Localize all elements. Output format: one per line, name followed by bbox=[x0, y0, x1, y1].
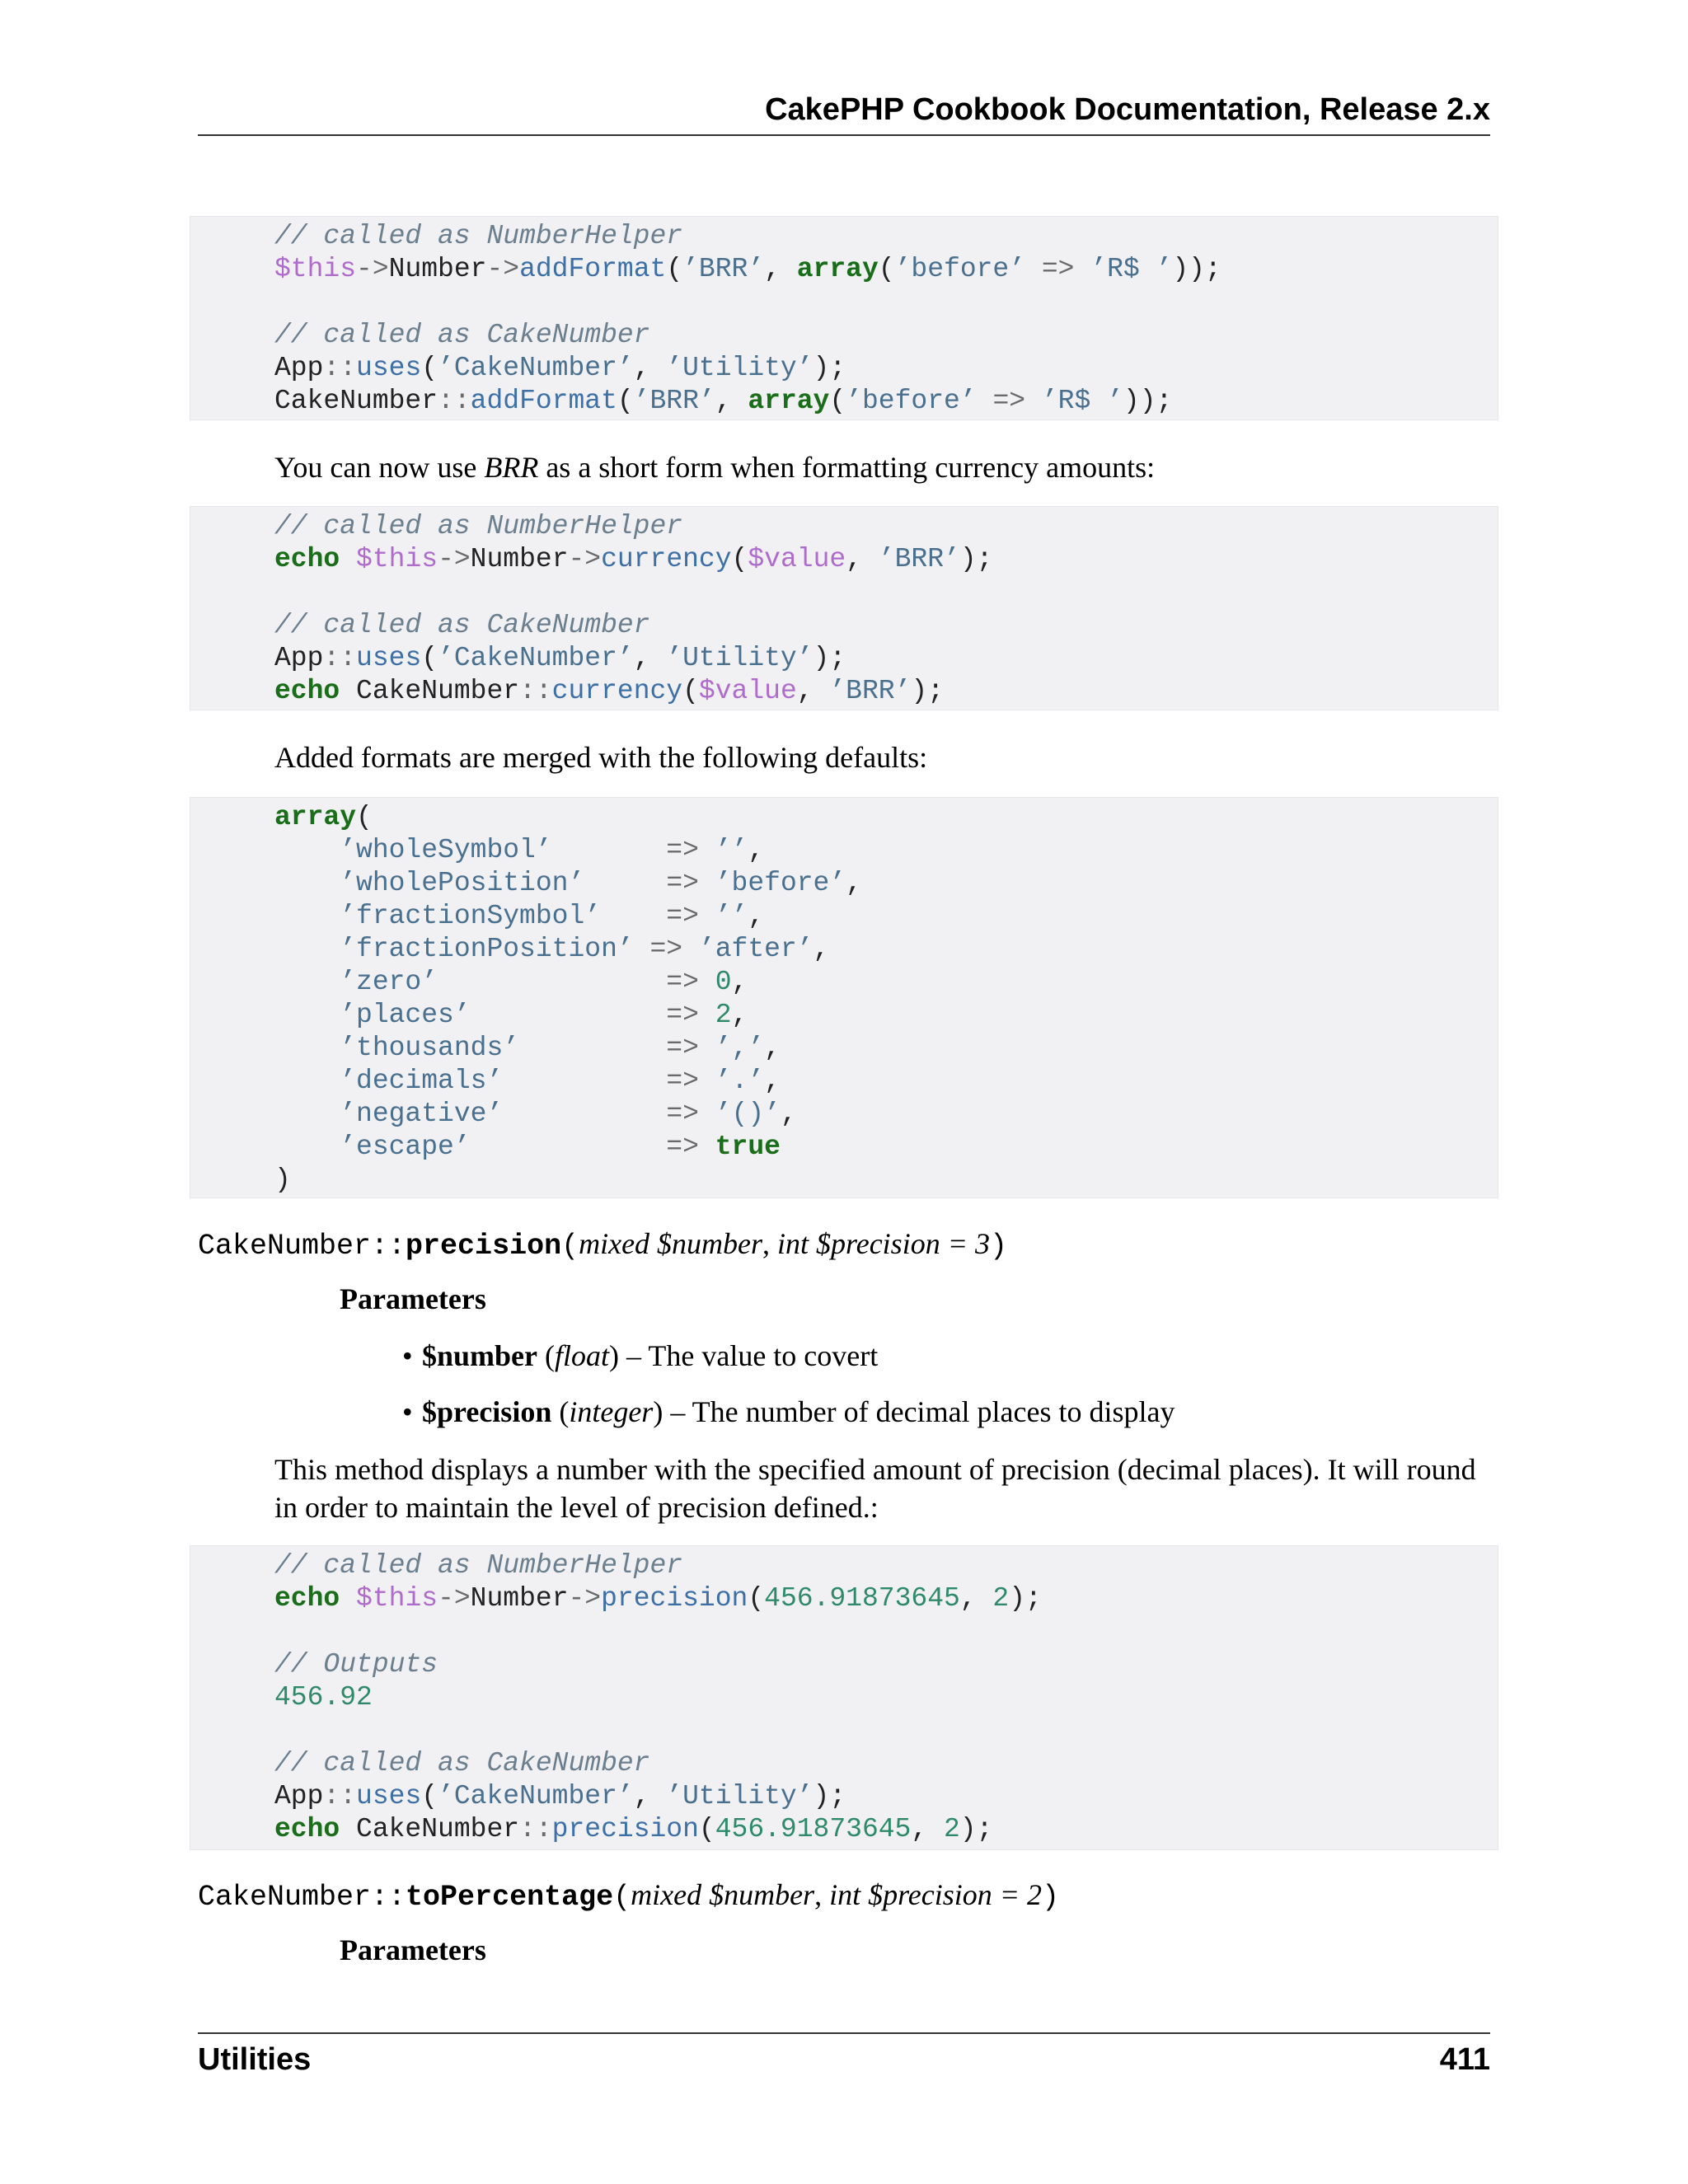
code-line bbox=[274, 676, 944, 706]
code-token: ’CakeNumber’ bbox=[438, 1781, 634, 1811]
paragraph-merged-defaults: Added formats are merged with the following defaults: bbox=[274, 741, 928, 774]
paren-close: ) bbox=[1042, 1881, 1060, 1914]
code-token: ( bbox=[666, 254, 683, 284]
code-line bbox=[274, 1033, 781, 1063]
code-token: ’.’ bbox=[715, 1066, 765, 1096]
code-line bbox=[274, 934, 829, 964]
code-token: => bbox=[666, 1033, 699, 1063]
code-token: CakeNumber bbox=[340, 676, 520, 706]
code-token bbox=[601, 901, 666, 931]
code-token: // called as CakeNumber bbox=[274, 1748, 650, 1779]
code-token: , bbox=[715, 386, 748, 416]
code-token: ’places’ bbox=[340, 1000, 471, 1030]
method-name: toPercentage bbox=[406, 1881, 614, 1914]
code-token: , bbox=[633, 643, 667, 673]
code-token: ’before’ bbox=[715, 868, 846, 898]
page-number: 411 bbox=[1439, 2042, 1490, 2077]
code-line bbox=[274, 1000, 748, 1030]
code-line bbox=[274, 1132, 781, 1162]
code-token: ) bbox=[274, 1165, 291, 1195]
code-token bbox=[503, 1099, 666, 1129]
code-token: ); bbox=[959, 1814, 993, 1844]
code-token bbox=[682, 934, 699, 964]
code-token: ); bbox=[813, 1781, 846, 1811]
code-token: -> bbox=[356, 254, 389, 284]
code-token: , bbox=[846, 868, 862, 898]
code-token bbox=[699, 1099, 715, 1129]
code-token: ’negative’ bbox=[340, 1099, 504, 1129]
code-token: // called as NumberHelper bbox=[274, 221, 683, 251]
code-token: currency bbox=[601, 544, 732, 574]
code-token: // called as NumberHelper bbox=[274, 1550, 683, 1581]
code-line bbox=[274, 967, 748, 997]
code-token: -> bbox=[438, 544, 471, 574]
code-token bbox=[634, 934, 650, 964]
code-token: echo bbox=[274, 1814, 340, 1844]
code-listing bbox=[190, 510, 1498, 708]
method-arg: int $precision = 2 bbox=[829, 1878, 1043, 1911]
code-token: -> bbox=[568, 1583, 602, 1614]
code-token bbox=[977, 386, 993, 416]
code-token: array bbox=[274, 802, 357, 832]
paren-open: ( bbox=[561, 1230, 579, 1263]
code-line bbox=[274, 1649, 438, 1680]
code-token bbox=[471, 1000, 667, 1030]
param-desc: – The value to covert bbox=[619, 1339, 879, 1372]
code-token bbox=[274, 868, 340, 898]
code-token bbox=[699, 1066, 715, 1096]
code-token: true bbox=[715, 1132, 781, 1162]
param-item-number: • $number (float) – The value to covert bbox=[402, 1339, 879, 1372]
code-line bbox=[274, 1583, 1042, 1614]
code-token: ); bbox=[813, 643, 846, 673]
code-token: -> bbox=[438, 1583, 471, 1614]
param-type: float bbox=[555, 1339, 610, 1372]
code-token: ( bbox=[682, 676, 699, 706]
code-token: App bbox=[274, 643, 324, 673]
code-token: array bbox=[796, 254, 879, 284]
code-token: => bbox=[666, 1099, 699, 1129]
code-token: => bbox=[992, 386, 1026, 416]
code-token: , bbox=[731, 1000, 748, 1030]
code-token: 2 bbox=[943, 1814, 960, 1844]
code-token: :: bbox=[323, 1781, 357, 1811]
code-token: ( bbox=[698, 1814, 715, 1844]
code-token: 456.91873645 bbox=[764, 1583, 960, 1614]
code-line bbox=[274, 1748, 649, 1779]
code-token bbox=[519, 1033, 666, 1063]
code-token: $this bbox=[356, 1583, 438, 1614]
code-token: => bbox=[666, 967, 699, 997]
code-token: $value bbox=[748, 544, 846, 574]
bullet-icon: • bbox=[402, 1395, 413, 1428]
footer-rule bbox=[198, 2032, 1490, 2034]
code-token bbox=[699, 901, 715, 931]
code-token: , bbox=[846, 544, 879, 574]
code-token bbox=[1025, 254, 1042, 284]
code-line bbox=[274, 221, 682, 251]
code-line bbox=[274, 353, 846, 383]
code-token: ’fractionSymbol’ bbox=[340, 901, 602, 931]
code-token bbox=[438, 967, 666, 997]
code-token: 456.92 bbox=[274, 1682, 373, 1713]
code-token: ’BRR’ bbox=[878, 544, 960, 574]
code-line bbox=[274, 544, 992, 574]
code-token: // called as NumberHelper bbox=[274, 511, 683, 541]
code-line bbox=[274, 901, 764, 931]
code-token bbox=[274, 835, 340, 865]
code-token bbox=[274, 1132, 340, 1162]
code-token: addFormat bbox=[519, 254, 667, 284]
code-token: ’before’ bbox=[894, 254, 1026, 284]
code-token: ( bbox=[617, 386, 634, 416]
code-token bbox=[274, 967, 340, 997]
code-token: ’decimals’ bbox=[340, 1066, 504, 1096]
code-token: , bbox=[796, 676, 830, 706]
code-token: => bbox=[666, 1000, 699, 1030]
code-token: 2 bbox=[992, 1583, 1010, 1614]
code-token: currency bbox=[551, 676, 683, 706]
text-run: as a short form when formatting currency amounts: bbox=[538, 451, 1156, 484]
code-token: Number bbox=[470, 544, 569, 574]
code-token: App bbox=[274, 1781, 324, 1811]
code-token: 456.91873645 bbox=[715, 1814, 912, 1844]
method-class: CakeNumber:: bbox=[198, 1230, 406, 1263]
code-token: CakeNumber bbox=[274, 386, 438, 416]
code-token: ’’ bbox=[715, 835, 748, 865]
code-token: -> bbox=[486, 254, 520, 284]
code-token: , bbox=[764, 1066, 781, 1096]
method-signature-precision bbox=[198, 1226, 1007, 1263]
code-line bbox=[274, 254, 1221, 284]
code-line bbox=[274, 1814, 992, 1844]
code-token: :: bbox=[323, 643, 357, 673]
param-item-precision: • $precision (integer) – The number of decimal places to display bbox=[402, 1395, 1175, 1428]
footer-section: Utilities bbox=[198, 2042, 312, 2077]
code-token bbox=[584, 868, 666, 898]
code-token bbox=[1074, 254, 1090, 284]
code-token bbox=[552, 835, 667, 865]
parameters-label: Parameters bbox=[340, 1282, 486, 1315]
code-token: -> bbox=[568, 544, 602, 574]
code-token bbox=[699, 868, 715, 898]
paragraph-precision-description: This method displays a number with the specified amount of precision (decimal places). It will round in order to maintain the level of precision defined.: bbox=[274, 1453, 1476, 1524]
param-name: $precision bbox=[422, 1395, 552, 1428]
code-token: ’before’ bbox=[846, 386, 977, 416]
code-token: , bbox=[959, 1583, 993, 1614]
code-token: ’’ bbox=[715, 901, 748, 931]
code-token: echo bbox=[274, 544, 340, 574]
code-token: => bbox=[666, 1066, 699, 1096]
code-token: addFormat bbox=[470, 386, 617, 416]
code-token bbox=[699, 1000, 715, 1030]
code-token bbox=[274, 1066, 340, 1096]
code-token: , bbox=[748, 901, 765, 931]
code-token: , bbox=[764, 1033, 781, 1063]
param-type: integer bbox=[569, 1395, 654, 1428]
arg-separator: , bbox=[762, 1227, 778, 1260]
code-token bbox=[274, 934, 340, 964]
code-token: => bbox=[666, 835, 699, 865]
code-line bbox=[274, 868, 862, 898]
code-token: , bbox=[633, 353, 667, 383]
code-line bbox=[274, 1099, 797, 1129]
code-token: ’escape’ bbox=[340, 1132, 471, 1162]
code-token: ); bbox=[959, 544, 993, 574]
code-token: )); bbox=[1172, 254, 1221, 284]
code-token bbox=[503, 1066, 666, 1096]
code-token: , bbox=[813, 934, 830, 964]
code-token: => bbox=[666, 901, 699, 931]
code-line bbox=[274, 643, 846, 673]
code-token: ); bbox=[1009, 1583, 1042, 1614]
code-token: , bbox=[731, 967, 748, 997]
code-token: // called as CakeNumber bbox=[274, 320, 650, 350]
code-token: )); bbox=[1123, 386, 1173, 416]
code-token: // Outputs bbox=[274, 1649, 438, 1680]
code-line bbox=[274, 1781, 846, 1811]
code-line bbox=[274, 1165, 291, 1195]
param-name: $number bbox=[422, 1339, 538, 1372]
code-token: CakeNumber bbox=[340, 1814, 520, 1844]
code-token: :: bbox=[519, 676, 552, 706]
code-token: uses bbox=[356, 1781, 422, 1811]
code-line bbox=[274, 320, 649, 350]
arg-separator: , bbox=[814, 1878, 830, 1911]
code-token: ); bbox=[911, 676, 944, 706]
parameters-label: Parameters bbox=[340, 1933, 486, 1966]
code-token: ’CakeNumber’ bbox=[438, 353, 634, 383]
code-token: $value bbox=[698, 676, 797, 706]
code-token bbox=[699, 1033, 715, 1063]
code-token: , bbox=[780, 1099, 797, 1129]
code-line bbox=[274, 802, 373, 832]
code-token: Number bbox=[388, 254, 487, 284]
code-token: ( bbox=[421, 1781, 438, 1811]
code-token: :: bbox=[438, 386, 471, 416]
code-line bbox=[274, 386, 1172, 416]
code-block-precision bbox=[190, 1545, 1498, 1850]
code-token: => bbox=[1041, 254, 1075, 284]
code-token: ( bbox=[421, 643, 438, 673]
code-token bbox=[274, 1000, 340, 1030]
code-token: ( bbox=[829, 386, 846, 416]
param-desc: – The number of decimal places to display bbox=[663, 1395, 1175, 1428]
code-line bbox=[274, 1550, 682, 1581]
code-token bbox=[274, 901, 340, 931]
paren-open: ( bbox=[613, 1881, 631, 1914]
code-token: :: bbox=[323, 353, 357, 383]
code-token bbox=[699, 1132, 715, 1162]
code-token: echo bbox=[274, 1583, 340, 1614]
code-token: echo bbox=[274, 676, 340, 706]
code-token: ’Utility’ bbox=[666, 353, 814, 383]
code-token: ’CakeNumber’ bbox=[438, 643, 634, 673]
code-token: $this bbox=[356, 544, 438, 574]
paren-close: ) bbox=[990, 1230, 1008, 1263]
page-header-title: CakePHP Cookbook Documentation, Release 2.x bbox=[765, 92, 1490, 127]
method-arg: int $precision = 3 bbox=[777, 1227, 990, 1260]
code-token bbox=[274, 1033, 340, 1063]
code-token: => bbox=[649, 934, 683, 964]
code-token: ’thousands’ bbox=[340, 1033, 520, 1063]
code-token: ’fractionPosition’ bbox=[340, 934, 634, 964]
code-token: => bbox=[666, 1132, 699, 1162]
emphasis-brr: BRR bbox=[484, 451, 539, 484]
code-token: ); bbox=[813, 353, 846, 383]
method-arg: mixed $number bbox=[631, 1878, 815, 1911]
code-token: ( bbox=[878, 254, 895, 284]
code-token: ( bbox=[731, 544, 748, 574]
method-class: CakeNumber:: bbox=[198, 1881, 406, 1914]
code-token: ’zero’ bbox=[340, 967, 438, 997]
code-line bbox=[274, 1066, 781, 1096]
code-listing bbox=[190, 220, 1498, 418]
code-token: uses bbox=[356, 353, 422, 383]
header-rule bbox=[198, 134, 1490, 136]
code-line bbox=[274, 511, 682, 541]
code-token: ’wholeSymbol’ bbox=[340, 835, 552, 865]
code-token bbox=[471, 1132, 667, 1162]
method-signature-to-percentage bbox=[198, 1877, 1059, 1914]
code-token: ’after’ bbox=[698, 934, 814, 964]
code-token: ’Utility’ bbox=[666, 1781, 814, 1811]
code-token bbox=[699, 835, 715, 865]
code-token: ’Utility’ bbox=[666, 643, 814, 673]
code-token: App bbox=[274, 353, 324, 383]
code-line bbox=[274, 835, 764, 865]
code-token bbox=[1025, 386, 1042, 416]
code-token: , bbox=[911, 1814, 944, 1844]
code-token: ’BRR’ bbox=[829, 676, 912, 706]
code-token: ’R$ ’ bbox=[1090, 254, 1173, 284]
code-token: :: bbox=[519, 1814, 552, 1844]
code-listing bbox=[190, 801, 1498, 1197]
code-token: // called as CakeNumber bbox=[274, 610, 650, 640]
code-token: , bbox=[764, 254, 797, 284]
code-token: ( bbox=[421, 353, 438, 383]
code-token bbox=[699, 967, 715, 997]
code-token: ( bbox=[356, 802, 373, 832]
bullet-icon: • bbox=[402, 1339, 413, 1372]
code-token: ’,’ bbox=[715, 1033, 765, 1063]
code-token bbox=[340, 1583, 356, 1614]
method-name: precision bbox=[406, 1230, 562, 1263]
code-token: precision bbox=[601, 1583, 748, 1614]
code-token: precision bbox=[551, 1814, 699, 1844]
code-block-currency bbox=[190, 506, 1498, 710]
code-token: ’BRR’ bbox=[682, 254, 765, 284]
code-token bbox=[340, 544, 356, 574]
code-block-defaults-array bbox=[190, 797, 1498, 1198]
code-token: ’BRR’ bbox=[633, 386, 715, 416]
code-token: => bbox=[666, 868, 699, 898]
code-token: 0 bbox=[715, 967, 732, 997]
text-run: You can now use bbox=[274, 451, 485, 484]
code-block-add-format bbox=[190, 216, 1498, 420]
code-listing bbox=[190, 1549, 1498, 1846]
code-token: Number bbox=[470, 1583, 569, 1614]
code-token: 2 bbox=[715, 1000, 732, 1030]
code-token: ( bbox=[748, 1583, 765, 1614]
code-token: array bbox=[748, 386, 830, 416]
code-token: uses bbox=[356, 643, 422, 673]
paragraph-brr-short-form bbox=[274, 448, 1490, 486]
code-line bbox=[274, 610, 649, 640]
code-token: ’wholePosition’ bbox=[340, 868, 585, 898]
code-token: , bbox=[748, 835, 765, 865]
code-token: ’()’ bbox=[715, 1099, 781, 1129]
code-token: $this bbox=[274, 254, 357, 284]
method-arg: mixed $number bbox=[579, 1227, 763, 1260]
code-token bbox=[274, 1099, 340, 1129]
code-token: ’R$ ’ bbox=[1041, 386, 1123, 416]
code-token: , bbox=[633, 1781, 667, 1811]
code-line bbox=[274, 1682, 373, 1713]
